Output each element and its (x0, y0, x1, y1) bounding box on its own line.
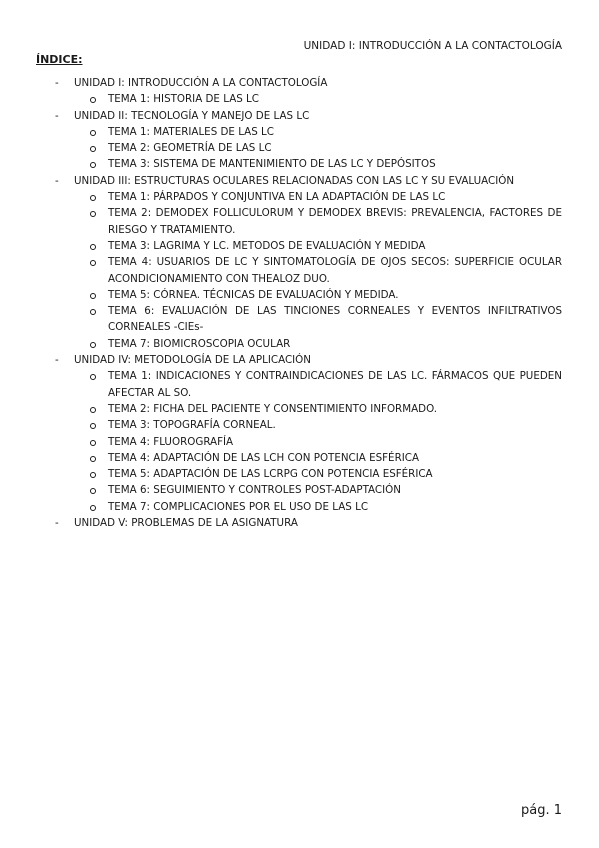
unit-item (0, 173, 599, 189)
unit-item (0, 108, 599, 124)
circle-bullet-icon (90, 374, 96, 380)
topic-label: TEMA 4: USUARIOS DE LC Y SINTOMATOLOGÍA DE OJOS SECOS: SUPERFICIE OCULAR ACONDICIONAMIENTO CON THEALOZ DUO. (108, 256, 562, 285)
circle-bullet-icon (90, 146, 96, 152)
topic-item (108, 368, 562, 401)
circle-bullet-icon (90, 456, 96, 462)
running-header: UNIDAD I: INTRODUCCIÓN A LA CONTACTOLOGÍA (303, 40, 562, 52)
circle-bullet-icon (90, 162, 96, 168)
circle-bullet-icon (90, 505, 96, 511)
topic-label: TEMA 1: INDICACIONES Y CONTRAINDICACIONES DE LAS LC. FÁRMACOS QUE PUEDEN AFECTAR AL SO. (108, 370, 562, 399)
circle-bullet-icon (90, 488, 96, 494)
unit-item (0, 352, 599, 368)
unit-label: UNIDAD I: INTRODUCCIÓN A LA CONTACTOLOGÍA (74, 77, 328, 89)
topic-label: TEMA 1: HISTORIA DE LAS LC (108, 93, 259, 106)
topic-item (108, 499, 562, 515)
dash-marker: - (55, 77, 59, 89)
circle-bullet-icon (90, 260, 96, 266)
topic-label: TEMA 3: SISTEMA DE MANTENIMIENTO DE LAS LC Y DEPÓSITOS (108, 158, 436, 171)
unit-label: UNIDAD III: ESTRUCTURAS OCULARES RELACIONADAS CON LAS LC Y SU EVALUACIÓN (74, 174, 515, 187)
circle-bullet-icon (90, 130, 96, 136)
topic-item (108, 205, 562, 238)
topic-item (108, 238, 562, 254)
circle-bullet-icon (90, 440, 96, 446)
topic-item (108, 417, 562, 433)
circle-bullet-icon (90, 407, 96, 413)
topic-label: TEMA 5: CÓRNEA. TÉCNICAS DE EVALUACIÓN Y MEDIDA. (108, 288, 399, 301)
table-of-contents (0, 75, 599, 531)
topic-label: TEMA 6: EVALUACIÓN DE LAS TINCIONES CORNEALES Y EVENTOS INFILTRATIVOS CORNEALES -CIEs- (108, 305, 562, 334)
topic-label: TEMA 2: FICHA DEL PACIENTE Y CONSENTIMIENTO INFORMADO. (108, 402, 438, 415)
circle-bullet-icon (90, 293, 96, 299)
topic-item (108, 482, 562, 498)
topic-item (108, 189, 562, 205)
topic-label: TEMA 7: COMPLICACIONES POR EL USO DE LAS LC (108, 500, 369, 513)
dash-marker: - (55, 109, 59, 122)
topic-item (108, 336, 562, 352)
circle-bullet-icon (90, 472, 96, 478)
circle-bullet-icon (90, 97, 96, 103)
topic-item (108, 434, 562, 450)
circle-bullet-icon (90, 342, 96, 348)
topic-label: TEMA 1: PÁRPADOS Y CONJUNTIVA EN LA ADAPTACIÓN DE LAS LC (108, 191, 446, 204)
page-number: pág. 1 (520, 803, 562, 818)
topic-item (108, 156, 562, 172)
topic-item (108, 124, 562, 140)
topic-label: TEMA 2: GEOMETRÍA DE LAS LC (108, 142, 272, 155)
topic-label: TEMA 7: BIOMICROSCOPIA OCULAR (108, 337, 291, 350)
circle-bullet-icon (90, 211, 96, 217)
topic-label: TEMA 4: ADAPTACIÓN DE LAS LCH CON POTENCIA ESFÉRICA (108, 451, 419, 464)
circle-bullet-icon (90, 423, 96, 429)
circle-bullet-icon (90, 195, 96, 201)
dash-marker: - (55, 517, 59, 530)
topic-item (108, 450, 562, 466)
dash-marker: - (55, 174, 59, 187)
circle-bullet-icon (90, 244, 96, 250)
topic-item (108, 303, 562, 336)
unit-label: UNIDAD V: PROBLEMAS DE LA ASIGNATURA (74, 517, 298, 530)
topic-label: TEMA 4: FLUOROGRAFÍA (108, 435, 234, 448)
topic-label: TEMA 2: DEMODEX FOLLICULORUM Y DEMODEX BREVIS: PREVALENCIA, FACTORES DE RIESGO Y TRATAMIENTO. (108, 207, 562, 236)
unit-item (0, 75, 599, 91)
index-title: ÍNDICE: (36, 53, 83, 66)
topic-label: TEMA 1: MATERIALES DE LAS LC (108, 125, 274, 138)
unit-label: UNIDAD IV: METODOLOGÍA DE LA APLICACIÓN (74, 354, 311, 367)
topic-label: TEMA 3: TOPOGRAFÍA CORNEAL. (108, 419, 276, 432)
topic-item (108, 254, 562, 287)
circle-bullet-icon (90, 309, 96, 315)
topic-label: TEMA 6: SEGUIMIENTO Y CONTROLES POST-ADAPTACIÓN (108, 484, 401, 497)
unit-item (0, 515, 599, 531)
topic-item (108, 466, 562, 482)
topic-item (108, 287, 562, 303)
topic-item (108, 140, 562, 156)
topic-label: TEMA 5: ADAPTACIÓN DE LAS LCRPG CON POTENCIA ESFÉRICA (108, 468, 433, 481)
dash-marker: - (55, 354, 59, 367)
topic-label: TEMA 3: LAGRIMA Y LC. METODOS DE EVALUACIÓN Y MEDIDA (108, 239, 426, 252)
topic-item (108, 401, 562, 417)
unit-label: UNIDAD II: TECNOLOGÍA Y MANEJO DE LAS LC (74, 109, 310, 122)
topic-item (108, 91, 562, 107)
